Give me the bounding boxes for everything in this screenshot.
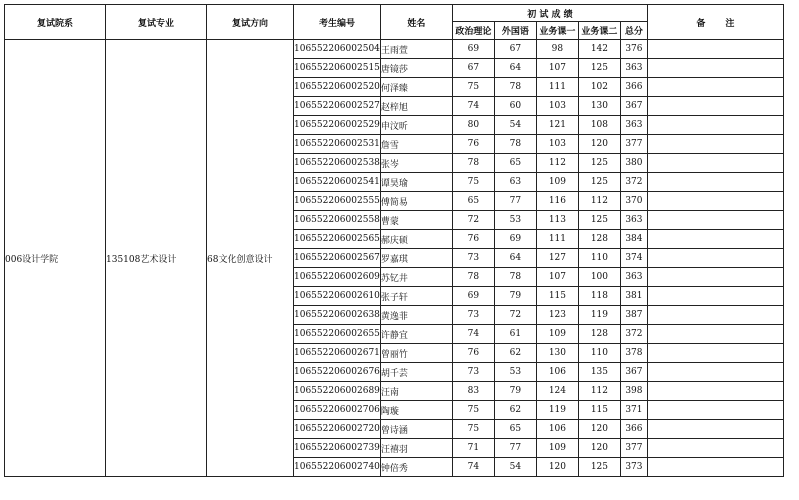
remarks-cell bbox=[647, 40, 783, 59]
candidate-id-cell: 106552206002541 bbox=[294, 173, 381, 192]
foreign-language-score-cell: 64 bbox=[494, 59, 536, 78]
remarks-cell bbox=[647, 249, 783, 268]
course-2-score-cell: 118 bbox=[578, 287, 620, 306]
course-2-score-cell: 115 bbox=[578, 401, 620, 420]
candidate-id-cell: 106552206002558 bbox=[294, 211, 381, 230]
remarks-cell bbox=[647, 420, 783, 439]
header-remarks bbox=[647, 5, 783, 40]
politics-score-cell: 71 bbox=[452, 439, 494, 458]
foreign-language-score-cell: 60 bbox=[494, 97, 536, 116]
politics-score-cell: 75 bbox=[452, 78, 494, 97]
politics-score-cell: 76 bbox=[452, 230, 494, 249]
course-2-score-cell: 120 bbox=[578, 135, 620, 154]
foreign-language-score-cell: 78 bbox=[494, 135, 536, 154]
candidate-name-cell: 曾丽竹 bbox=[380, 344, 452, 363]
remarks-cell bbox=[647, 268, 783, 287]
candidate-name-cell: 王雨萱 bbox=[380, 40, 452, 59]
course-2-score-cell: 100 bbox=[578, 268, 620, 287]
candidate-name-cell: 曹蒙 bbox=[380, 211, 452, 230]
course-2-score-cell: 120 bbox=[578, 439, 620, 458]
course-1-score-cell: 124 bbox=[536, 382, 578, 401]
politics-score-cell: 73 bbox=[452, 249, 494, 268]
remarks-cell bbox=[647, 97, 783, 116]
total-score-cell: 366 bbox=[620, 420, 647, 439]
politics-score-cell: 65 bbox=[452, 192, 494, 211]
remarks-cell bbox=[647, 344, 783, 363]
remarks-cell bbox=[647, 154, 783, 173]
course-2-score-cell: 135 bbox=[578, 363, 620, 382]
candidate-name-cell: 曾诗涵 bbox=[380, 420, 452, 439]
candidate-name-cell: 唐镜莎 bbox=[380, 59, 452, 78]
foreign-language-score-cell: 62 bbox=[494, 401, 536, 420]
foreign-language-score-cell: 78 bbox=[494, 78, 536, 97]
header-name: 姓名 bbox=[380, 5, 452, 40]
candidate-name-cell: 汪禧羽 bbox=[380, 439, 452, 458]
remarks-cell bbox=[647, 401, 783, 420]
header-politics: 政治理论 bbox=[452, 22, 494, 40]
candidate-id-cell: 106552206002567 bbox=[294, 249, 381, 268]
candidate-id-cell: 106552206002740 bbox=[294, 458, 381, 477]
group-dept-cell: 006设计学院 bbox=[5, 40, 106, 477]
politics-score-cell: 78 bbox=[452, 268, 494, 287]
course-2-score-cell: 108 bbox=[578, 116, 620, 135]
candidate-name-cell: 谭昊瑜 bbox=[380, 173, 452, 192]
course-1-score-cell: 109 bbox=[536, 173, 578, 192]
foreign-language-score-cell: 53 bbox=[494, 211, 536, 230]
remarks-cell bbox=[647, 439, 783, 458]
total-score-cell: 384 bbox=[620, 230, 647, 249]
course-2-score-cell: 125 bbox=[578, 154, 620, 173]
course-1-score-cell: 103 bbox=[536, 135, 578, 154]
candidate-id-cell: 106552206002720 bbox=[294, 420, 381, 439]
course-1-score-cell: 107 bbox=[536, 59, 578, 78]
candidate-name-cell: 钟倍秀 bbox=[380, 458, 452, 477]
course-1-score-cell: 109 bbox=[536, 325, 578, 344]
group-direction-cell: 68文化创意设计 bbox=[207, 40, 294, 477]
candidate-name-cell: 傅简易 bbox=[380, 192, 452, 211]
total-score-cell: 367 bbox=[620, 363, 647, 382]
course-1-score-cell: 112 bbox=[536, 154, 578, 173]
candidate-id-cell: 106552206002504 bbox=[294, 40, 381, 59]
total-score-cell: 372 bbox=[620, 325, 647, 344]
course-2-score-cell: 120 bbox=[578, 420, 620, 439]
course-1-score-cell: 130 bbox=[536, 344, 578, 363]
candidate-id-cell: 106552206002565 bbox=[294, 230, 381, 249]
course-1-score-cell: 121 bbox=[536, 116, 578, 135]
total-score-cell: 372 bbox=[620, 173, 647, 192]
remarks-cell bbox=[647, 192, 783, 211]
course-2-score-cell: 110 bbox=[578, 249, 620, 268]
foreign-language-score-cell: 61 bbox=[494, 325, 536, 344]
course-2-score-cell: 112 bbox=[578, 192, 620, 211]
foreign-language-score-cell: 79 bbox=[494, 382, 536, 401]
course-1-score-cell: 123 bbox=[536, 306, 578, 325]
course-2-score-cell: 110 bbox=[578, 344, 620, 363]
total-score-cell: 363 bbox=[620, 116, 647, 135]
foreign-language-score-cell: 77 bbox=[494, 192, 536, 211]
course-2-score-cell: 102 bbox=[578, 78, 620, 97]
header-candidate-id: 考生编号 bbox=[294, 5, 381, 40]
remarks-cell bbox=[647, 59, 783, 78]
total-score-cell: 378 bbox=[620, 344, 647, 363]
remarks-cell bbox=[647, 363, 783, 382]
total-score-cell: 377 bbox=[620, 135, 647, 154]
foreign-language-score-cell: 79 bbox=[494, 287, 536, 306]
politics-score-cell: 80 bbox=[452, 116, 494, 135]
total-score-cell: 370 bbox=[620, 192, 647, 211]
foreign-language-score-cell: 65 bbox=[494, 154, 536, 173]
course-2-score-cell: 128 bbox=[578, 325, 620, 344]
course-1-score-cell: 116 bbox=[536, 192, 578, 211]
foreign-language-score-cell: 69 bbox=[494, 230, 536, 249]
header-initial-scores: 初 试 成 绩 bbox=[452, 5, 647, 22]
course-2-score-cell: 125 bbox=[578, 458, 620, 477]
score-sheet bbox=[4, 4, 784, 477]
total-score-cell: 380 bbox=[620, 154, 647, 173]
candidate-id-cell: 106552206002676 bbox=[294, 363, 381, 382]
politics-score-cell: 72 bbox=[452, 211, 494, 230]
candidate-name-cell: 郝庆硕 bbox=[380, 230, 452, 249]
course-2-score-cell: 112 bbox=[578, 382, 620, 401]
header-remarks-char-1: 备 bbox=[696, 18, 706, 29]
course-1-score-cell: 106 bbox=[536, 420, 578, 439]
candidate-id-cell: 106552206002515 bbox=[294, 59, 381, 78]
candidate-name-cell: 汪南 bbox=[380, 382, 452, 401]
remarks-cell bbox=[647, 78, 783, 97]
course-1-score-cell: 127 bbox=[536, 249, 578, 268]
total-score-cell: 387 bbox=[620, 306, 647, 325]
candidate-name-cell: 张子轩 bbox=[380, 287, 452, 306]
candidate-name-cell: 何泽臻 bbox=[380, 78, 452, 97]
course-2-score-cell: 125 bbox=[578, 59, 620, 78]
politics-score-cell: 67 bbox=[452, 59, 494, 78]
course-1-score-cell: 109 bbox=[536, 439, 578, 458]
course-1-score-cell: 111 bbox=[536, 78, 578, 97]
politics-score-cell: 76 bbox=[452, 135, 494, 154]
candidate-name-cell: 詹雪 bbox=[380, 135, 452, 154]
foreign-language-score-cell: 62 bbox=[494, 344, 536, 363]
course-1-score-cell: 113 bbox=[536, 211, 578, 230]
foreign-language-score-cell: 65 bbox=[494, 420, 536, 439]
candidate-name-cell: 罗嘉琪 bbox=[380, 249, 452, 268]
course-1-score-cell: 106 bbox=[536, 363, 578, 382]
course-2-score-cell: 125 bbox=[578, 211, 620, 230]
total-score-cell: 374 bbox=[620, 249, 647, 268]
foreign-language-score-cell: 53 bbox=[494, 363, 536, 382]
candidate-id-cell: 106552206002671 bbox=[294, 344, 381, 363]
candidate-id-cell: 106552206002706 bbox=[294, 401, 381, 420]
politics-score-cell: 69 bbox=[452, 287, 494, 306]
candidate-id-cell: 106552206002529 bbox=[294, 116, 381, 135]
total-score-cell: 371 bbox=[620, 401, 647, 420]
remarks-cell bbox=[647, 135, 783, 154]
remarks-cell bbox=[647, 116, 783, 135]
remarks-cell bbox=[647, 382, 783, 401]
foreign-language-score-cell: 54 bbox=[494, 116, 536, 135]
candidate-id-cell: 106552206002531 bbox=[294, 135, 381, 154]
politics-score-cell: 74 bbox=[452, 458, 494, 477]
total-score-cell: 381 bbox=[620, 287, 647, 306]
header-remarks-char-2: 注 bbox=[725, 18, 735, 29]
foreign-language-score-cell: 54 bbox=[494, 458, 536, 477]
course-1-score-cell: 103 bbox=[536, 97, 578, 116]
politics-score-cell: 74 bbox=[452, 325, 494, 344]
candidate-name-cell: 陶璇 bbox=[380, 401, 452, 420]
group-major-cell: 135108艺术设计 bbox=[106, 40, 207, 477]
course-1-score-cell: 120 bbox=[536, 458, 578, 477]
candidate-id-cell: 106552206002609 bbox=[294, 268, 381, 287]
header-direction: 复试方向 bbox=[207, 5, 294, 40]
foreign-language-score-cell: 78 bbox=[494, 268, 536, 287]
candidate-id-cell: 106552206002739 bbox=[294, 439, 381, 458]
remarks-cell bbox=[647, 458, 783, 477]
politics-score-cell: 76 bbox=[452, 344, 494, 363]
course-1-score-cell: 107 bbox=[536, 268, 578, 287]
course-1-score-cell: 115 bbox=[536, 287, 578, 306]
course-2-score-cell: 130 bbox=[578, 97, 620, 116]
politics-score-cell: 83 bbox=[452, 382, 494, 401]
remarks-cell bbox=[647, 211, 783, 230]
header-total: 总分 bbox=[620, 22, 647, 40]
candidate-id-cell: 106552206002655 bbox=[294, 325, 381, 344]
course-1-score-cell: 98 bbox=[536, 40, 578, 59]
header-dept: 复试院系 bbox=[5, 5, 106, 40]
total-score-cell: 377 bbox=[620, 439, 647, 458]
candidate-name-cell: 黄逸菲 bbox=[380, 306, 452, 325]
politics-score-cell: 75 bbox=[452, 173, 494, 192]
course-2-score-cell: 125 bbox=[578, 173, 620, 192]
politics-score-cell: 69 bbox=[452, 40, 494, 59]
table-row bbox=[5, 40, 784, 59]
remarks-cell bbox=[647, 287, 783, 306]
politics-score-cell: 74 bbox=[452, 97, 494, 116]
total-score-cell: 367 bbox=[620, 97, 647, 116]
remarks-cell bbox=[647, 230, 783, 249]
candidate-name-cell: 苏钇井 bbox=[380, 268, 452, 287]
course-2-score-cell: 119 bbox=[578, 306, 620, 325]
course-2-score-cell: 128 bbox=[578, 230, 620, 249]
total-score-cell: 363 bbox=[620, 211, 647, 230]
remarks-cell bbox=[647, 306, 783, 325]
course-1-score-cell: 119 bbox=[536, 401, 578, 420]
total-score-cell: 363 bbox=[620, 268, 647, 287]
candidate-id-cell: 106552206002520 bbox=[294, 78, 381, 97]
candidate-name-cell: 许静宜 bbox=[380, 325, 452, 344]
candidate-id-cell: 106552206002638 bbox=[294, 306, 381, 325]
table-body bbox=[5, 40, 784, 477]
candidate-name-cell: 赵梓旭 bbox=[380, 97, 452, 116]
foreign-language-score-cell: 63 bbox=[494, 173, 536, 192]
course-2-score-cell: 142 bbox=[578, 40, 620, 59]
foreign-language-score-cell: 64 bbox=[494, 249, 536, 268]
politics-score-cell: 75 bbox=[452, 420, 494, 439]
total-score-cell: 376 bbox=[620, 40, 647, 59]
foreign-language-score-cell: 77 bbox=[494, 439, 536, 458]
foreign-language-score-cell: 67 bbox=[494, 40, 536, 59]
total-score-cell: 363 bbox=[620, 59, 647, 78]
candidate-name-cell: 申汶昕 bbox=[380, 116, 452, 135]
remarks-cell bbox=[647, 325, 783, 344]
header-course-2: 业务课二 bbox=[578, 22, 620, 40]
remarks-cell bbox=[647, 173, 783, 192]
politics-score-cell: 73 bbox=[452, 306, 494, 325]
header-course-1: 业务课一 bbox=[536, 22, 578, 40]
header-row bbox=[5, 5, 784, 22]
total-score-cell: 373 bbox=[620, 458, 647, 477]
politics-score-cell: 75 bbox=[452, 401, 494, 420]
total-score-cell: 398 bbox=[620, 382, 647, 401]
foreign-language-score-cell: 72 bbox=[494, 306, 536, 325]
candidate-name-cell: 张岑 bbox=[380, 154, 452, 173]
header-foreign-language: 外国语 bbox=[494, 22, 536, 40]
candidate-id-cell: 106552206002555 bbox=[294, 192, 381, 211]
total-score-cell: 366 bbox=[620, 78, 647, 97]
score-table bbox=[4, 4, 784, 477]
candidate-name-cell: 胡千芸 bbox=[380, 363, 452, 382]
candidate-id-cell: 106552206002527 bbox=[294, 97, 381, 116]
header-major: 复试专业 bbox=[106, 5, 207, 40]
politics-score-cell: 73 bbox=[452, 363, 494, 382]
course-1-score-cell: 111 bbox=[536, 230, 578, 249]
candidate-id-cell: 106552206002538 bbox=[294, 154, 381, 173]
candidate-id-cell: 106552206002689 bbox=[294, 382, 381, 401]
politics-score-cell: 78 bbox=[452, 154, 494, 173]
candidate-id-cell: 106552206002610 bbox=[294, 287, 381, 306]
